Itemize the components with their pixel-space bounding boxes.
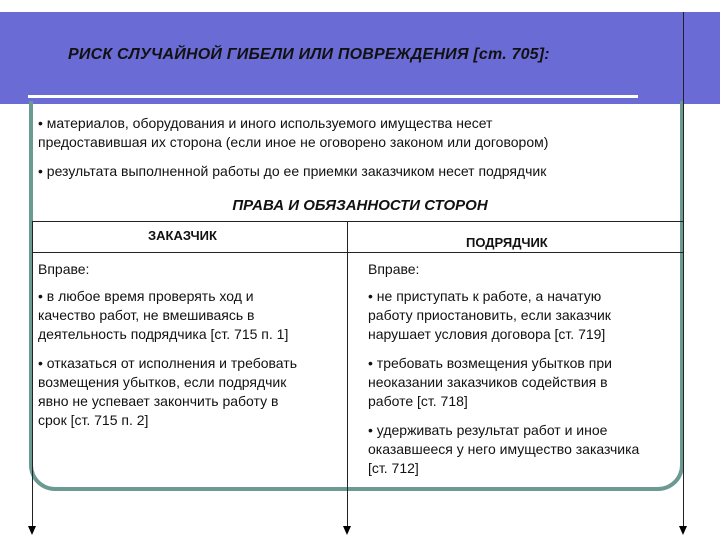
column-divider	[347, 221, 348, 492]
table-top-rule	[32, 221, 684, 222]
contractor-right-1-line2: работу приостановить, если заказчик	[368, 307, 611, 323]
right-arrowhead-icon	[679, 526, 687, 535]
customer-right-1-line3: деятельность подрядчика [ст. 715 п. 1]	[38, 326, 289, 342]
risk-item-materials-line1: • материалов, оборудования и иного используемого имущества несет	[38, 115, 493, 131]
column-header-customer: ЗАКАЗЧИК	[148, 228, 217, 243]
page-title: РИСК СЛУЧАЙНОЙ ГИБЕЛИ ИЛИ ПОВРЕЖДЕНИЯ [ст. 705]:	[68, 46, 550, 63]
customer-right-2-line4: срок [ст. 715 п. 2]	[38, 412, 149, 428]
right-arrow-line	[683, 12, 684, 526]
risk-item-result: • результата выполненной работы до ее приемки заказчиком несет подрядчик	[38, 163, 547, 179]
customer-right-2-line2: возмещения убытков, если подрядчик	[38, 374, 287, 390]
customer-rights-label: Вправе:	[38, 261, 90, 277]
contractor-right-1-line1: • не приступать к работе, а начатую	[368, 288, 602, 304]
contractor-right-3-line3: [ст. 712]	[368, 460, 419, 476]
contractor-right-3-line2: оказавшееся у него имущество заказчика	[368, 441, 640, 457]
customer-right-2-line1: • отказаться от исполнения и требовать	[38, 355, 297, 371]
center-arrowhead-icon	[343, 526, 351, 535]
customer-right-1-line2: качество работ, не вмешиваясь в	[38, 307, 255, 323]
contractor-right-3-line1: • удерживать результат работ и иное	[368, 422, 608, 438]
column-header-contractor: ПОДРЯДЧИК	[466, 235, 548, 250]
header-divider	[28, 95, 638, 98]
table-header-rule	[32, 252, 684, 253]
center-arrow-line	[347, 492, 348, 526]
customer-right-2-line3: явно не успевает закончить работу в	[38, 393, 279, 409]
left-arrowhead-icon	[28, 526, 36, 535]
contractor-right-2-line1: • требовать возмещения убытков при	[368, 355, 612, 371]
risk-item-materials-line2: предоставившая их сторона (если иное не оговорено законом или договором)	[38, 134, 549, 150]
section-title: ПРАВА И ОБЯЗАННОСТИ СТОРОН	[232, 197, 488, 214]
contractor-right-2-line2: неоказании заказчиков содействия в	[368, 374, 608, 390]
left-arrow-line	[32, 221, 33, 526]
contractor-right-1-line3: нарушает условия договора [ст. 719]	[368, 326, 606, 342]
customer-right-1-line1: • в любое время проверять ход и	[38, 288, 254, 304]
contractor-right-2-line3: работе [ст. 718]	[368, 393, 468, 409]
contractor-rights-label: Вправе:	[368, 261, 420, 277]
